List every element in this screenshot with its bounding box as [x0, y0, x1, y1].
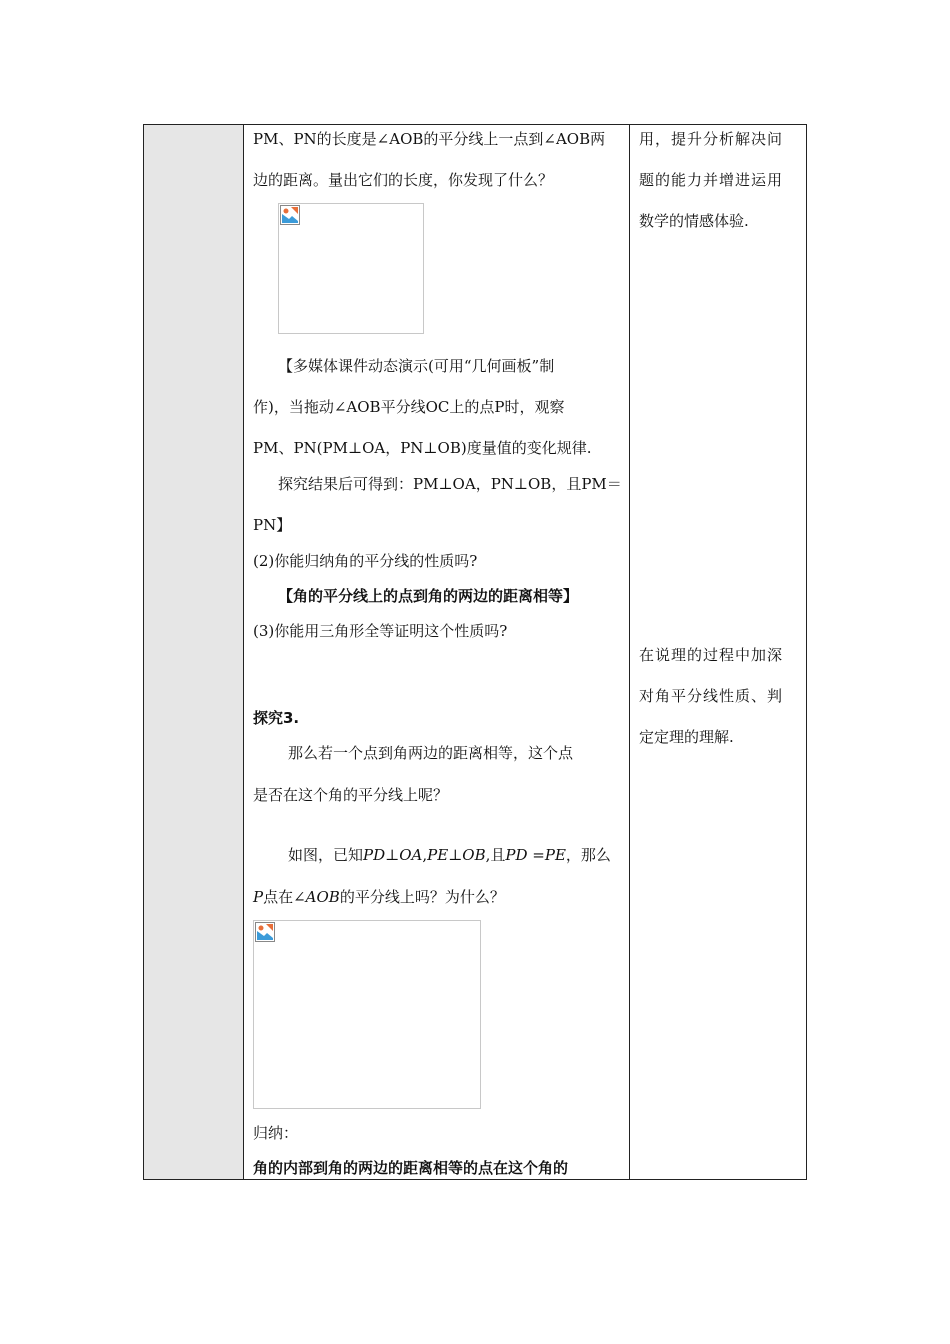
para-3-line-1: 探究结果后可得到：PM⊥OA，PN⊥OB，且PM＝ — [278, 475, 622, 493]
figure-placeholder-2 — [253, 920, 481, 1109]
para-2-line-2: 作)，当拖动∠AOB平分线OC上的点P时，观察 — [253, 398, 565, 416]
question-3: (3)你能用三角形全等证明这个性质吗? — [253, 622, 508, 640]
stage-column — [144, 125, 244, 1179]
para-2-line-3: PM、PN(PM⊥OA，PN⊥OB)度量值的变化规律. — [253, 439, 592, 457]
para-1-line-1: PM、PN的长度是∠AOB的平分线上一点到∠AOB两 — [253, 130, 606, 148]
intent-column — [630, 125, 806, 1179]
explore-3-heading: 探究3. — [253, 709, 300, 727]
para-4-line-1: 那么若一个点到角两边的距离相等，这个点 — [288, 744, 574, 762]
note-2-line-2: 对角平分线性质、判 — [639, 687, 784, 705]
para-2-line-1: 【多媒体课件动态演示(可用“几何画板”制 — [278, 357, 555, 375]
note-2-line-3: 定定理的理解. — [639, 728, 734, 746]
para-5-line-1: 如图，已知PD⊥OA,PE⊥OB,且PD =PE，那么 — [288, 846, 611, 864]
bisector-property: 【角的平分线上的点到角的两边的距离相等】 — [278, 587, 579, 605]
question-2: (2)你能归纳角的平分线的性质吗? — [253, 552, 478, 570]
note-1-line-1: 用，提升分析解决问 — [639, 130, 784, 148]
para-4-line-2: 是否在这个角的平分线上呢？ — [253, 786, 449, 804]
lesson-table — [143, 124, 807, 1180]
summary-text: 角的内部到角的两边的距离相等的点在这个角的 — [253, 1159, 569, 1177]
para-1-line-2: 边的距离。量出它们的长度，你发现了什么？ — [253, 171, 554, 189]
broken-image-icon — [255, 922, 275, 942]
summary-label: 归纳： — [253, 1124, 299, 1142]
activity-column — [244, 125, 630, 1179]
note-2-line-1: 在说理的过程中加深 — [639, 646, 784, 664]
figure-placeholder-1 — [278, 203, 424, 334]
para-3-line-2: PN】 — [253, 516, 292, 534]
note-1-line-3: 数学的情感体验. — [639, 212, 749, 230]
para-6-line-1: P点在∠AOB的平分线上吗？为什么？ — [253, 888, 505, 906]
note-1-line-2: 题的能力并增进运用 — [639, 171, 784, 189]
broken-image-icon — [280, 205, 300, 225]
